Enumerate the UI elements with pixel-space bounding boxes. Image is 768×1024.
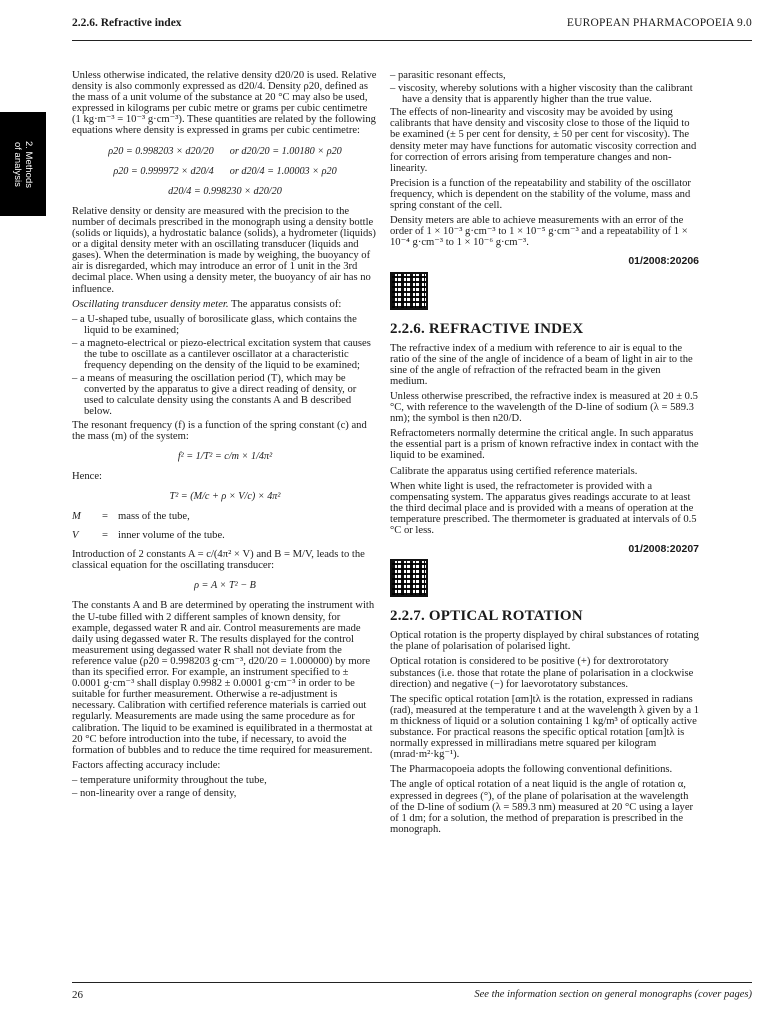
paragraph: Density meters are able to achieve measurements with an error of the order of 1 × 10⁻³ g·cm⁻³ to 1 × 10⁻⁵ g·cm⁻³ and a repeatability of 1 × 10⁻⁴ g·cm⁻³ to 1 × 10⁻⁶ g·cm⁻³. xyxy=(390,215,688,249)
running-header-title: EUROPEAN PHARMACOPOEIA 9.0 xyxy=(566,17,752,29)
definition-row: V = inner volume of the tube. xyxy=(72,530,225,542)
list-item: – a magneto-electrical or piezo-electrical excitation system that causes the tube to oscillate as a cantilever oscillator at a characteristic frequency depending on the density of the liquid to be examined; xyxy=(72,337,371,372)
header-rule xyxy=(72,40,752,41)
section-title: 2.2.7. OPTICAL ROTATION xyxy=(390,608,583,625)
qr-code-icon xyxy=(390,559,428,597)
paragraph: Factors affecting accuracy include: xyxy=(72,759,221,771)
list-item: – a means of measuring the oscillation period (T), which may be converted by the apparatus to give a direct reading of density, or used to calculate density using the constants A and B described below. xyxy=(72,373,357,418)
list-item: – parasitic resonant effects, xyxy=(390,70,506,81)
equation: ρ = A × T² − B xyxy=(194,580,256,592)
paragraph: Calibrate the apparatus using certified reference materials. xyxy=(390,465,638,477)
section-header xyxy=(390,272,699,310)
paragraph: The refractive index of a medium with reference to air is equal to the ratio of the sine of the angle of incidence of a beam of light in air to the sine of the angle of refraction of the refracted beam in the given medium. xyxy=(390,342,693,387)
equation: ρ20 = 0.999972 × d20/4 or d20/4 = 1.00003 × ρ20 xyxy=(113,165,337,177)
chapter-side-tab xyxy=(0,112,46,216)
paragraph: Unless otherwise prescribed, the refractive index is measured at 20 ± 0.5 °C, with reference to the wavelength of the D-line of sodium (λ = 589.3 nm); the symbol is then n20/D. xyxy=(390,390,698,425)
paragraph: The Pharmacopoeia adopts the following conventional definitions. xyxy=(390,764,673,776)
page-number: 26 xyxy=(72,989,83,1001)
section-header xyxy=(390,559,699,597)
paragraph: Precision is a function of the repeatability and stability of the oscillator frequency, which is dependent on the stability of the volume, mass and spring constant of the cell. xyxy=(390,177,691,212)
footer-rule xyxy=(72,982,752,983)
list-item: – temperature uniformity throughout the tube, xyxy=(72,774,267,786)
equation: ρ20 = 0.998203 × d20/20 or d20/20 = 1.00180 × ρ20 xyxy=(108,145,342,157)
monograph-id: 01/2008:20207 xyxy=(628,543,699,556)
monograph-id: 01/2008:20206 xyxy=(628,255,699,268)
paragraph: Relative density or density are measured with the precision to the number of decimals prescribed in the monograph using a density bottle (solids or liquids), a hydrostatic balance (solids), a hydrometer (liquids) or a digital density meter with an oscillating transducer (liquids and gases). When the determination is made by weighing, the buoyancy of air is disregarded, which may introduce an error of 1 unit in the 3rd decimal place. When using a density meter, the buoyancy of air has no influence. xyxy=(72,205,376,295)
running-header-section: 2.2.6. Refractive index xyxy=(72,17,182,29)
paragraph: Refractometers normally determine the critical angle. In such apparatus the essential part is a prism of known refractive index in contact with the liquid to be examined. xyxy=(390,428,699,462)
paragraph: Hence: xyxy=(72,470,102,482)
definition-row: M = mass of the tube, xyxy=(72,511,190,522)
paragraph: Introduction of 2 constants A = c/(4π² × V) and B = M/V, leads to the classical equation for the oscillating transducer: xyxy=(72,549,365,572)
paragraph: The specific optical rotation [αm]tλ is the rotation, expressed in radians (rad), measured at the temperature t and at the wavelength λ given by a 1 m thickness of liquid or a solution containing 1 kg/m³ of optically active substance. For practical reasons the specific optical rotation [αm]tλ is normally expressed in milliradians metre squared per kilogram (mrad·m²·kg⁻¹). xyxy=(390,693,699,761)
list-item: – viscosity, whereby solutions with a higher viscosity than the calibrant have a density that is apparently higher than the true value. xyxy=(390,83,693,106)
paragraph: The constants A and B are determined by operating the instrument with the U-tube filled with 2 different samples of known density, for example, degassed water R and air. Control measurements are made daily using degassed water R. The results displayed for the control measurement using degassed water R shall not deviate from the reference value (ρ20 = 0.998203 g·cm⁻³, d20/20 = 1.000000) by more than its specified error. For example, an instrument specified to ± 0.0001 g·cm⁻³ shall display 0.9982 ± 0.0001 g·cm⁻³ in order to be suitable for further measurement. Otherwise a re-adjustment is necessary. Calibration with certified reference materials is carried out regularly. Measurements are made using the same procedure as for calibration. The liquid to be examined is equilibrated in a thermostat at 20 °C before introduction into the tube, if necessary, to avoid the formation of bubbles and to reduce the time required for measurement. xyxy=(72,600,375,756)
paragraph: Unless otherwise indicated, the relative density d20/20 is used. Relative density is also commonly expressed as d20/4. Density ρ20, defined as the mass of a unit volume of the substance at 20 °C may also be used, expressed in kilograms per cubic metre or grams per cubic centimetre (1 kg·m⁻³ = 10⁻³ g·cm⁻³). These quantities are related by the following equations where density is expressed in grams per cubic centimetre: xyxy=(72,70,377,137)
list-item: – non-linearity over a range of density, xyxy=(72,787,237,799)
equation: f² = 1/T² = c/m × 1/4π² xyxy=(177,450,273,462)
right-column xyxy=(390,70,699,839)
equation: T² = (M/c + ρ × V/c) × 4π² xyxy=(169,490,281,502)
paragraph: Oscillating transducer density meter. The apparatus consists of: xyxy=(72,298,342,310)
footer-note: See the information section on general monographs (cover pages) xyxy=(474,989,752,1000)
paragraph: The resonant frequency (f) is a function of the spring constant (c) and the mass (m) of the system: xyxy=(72,419,367,442)
paragraph: The effects of non-linearity and viscosity may be avoided by using calibrants that have density and viscosity close to those of the liquid to be examined (± 5 per cent for density, ± 50 per cent for viscosity). The density meter may have functions for automatic viscosity correction and for correction of errors arising from temperature changes and non-linearity. xyxy=(390,107,697,174)
section-title: 2.2.6. REFRACTIVE INDEX xyxy=(390,320,584,337)
list-item: – a U-shaped tube, usually of borosilicate glass, which contains the liquid to be examined; xyxy=(72,313,357,336)
paragraph: Optical rotation is considered to be positive (+) for dextrorotatory substances (i.e. those that rotate the plane of polarisation in a clockwise direction) and negative (−) for laevorotatory substances. xyxy=(390,656,694,690)
equation: d20/4 = 0.998230 × d20/20 xyxy=(168,185,282,197)
paragraph: The angle of optical rotation of a neat liquid is the angle of rotation α, expressed in degrees (°), of the plane of polarisation at the wavelength of the D-line of sodium (λ = 589.3 nm) measured at 20 °C using a layer of 1 dm; for a solution, the method of preparation is prescribed in the monograph. xyxy=(390,779,694,835)
chapter-side-tab-label: 2. Methods of analysis xyxy=(12,140,34,188)
left-column xyxy=(72,70,378,801)
paragraph: Optical rotation is the property displayed by chiral substances of rotating the plane of polarisation of polarised light. xyxy=(390,630,699,653)
qr-code-icon xyxy=(390,272,428,310)
paragraph: When white light is used, the refractometer is provided with a compensating system. The apparatus gives readings accurate to at least the third decimal place and is provided with a means of operation at the temperature prescribed. The thermometer is graduated at intervals of 0.5 °C or less. xyxy=(390,480,697,536)
